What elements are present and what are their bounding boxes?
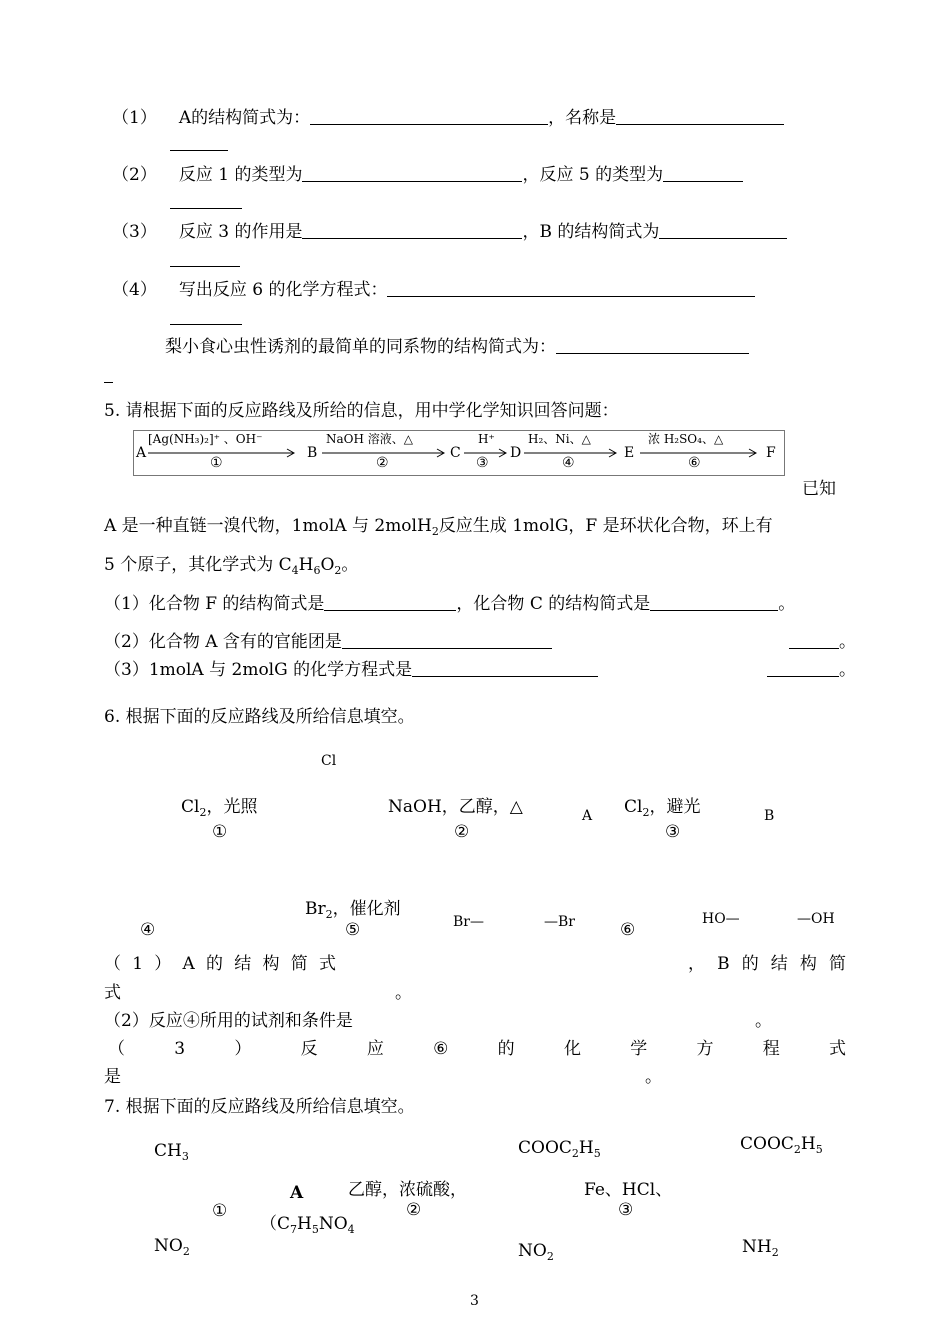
char: 方	[696, 1039, 714, 1059]
answer-blank[interactable]	[302, 222, 522, 239]
answer-blank[interactable]	[412, 660, 598, 677]
answer-blank[interactable]	[663, 165, 743, 182]
answer-blank[interactable]	[324, 594, 456, 611]
char: （	[104, 954, 121, 974]
br-right: —Br	[544, 914, 575, 930]
q5-text2: 5 个原子，其化学式为 C	[104, 555, 292, 575]
period: 。	[839, 632, 856, 652]
q4-p2-text-b: ，反应 5 的类型为	[522, 165, 664, 185]
q6-line3	[108, 1039, 846, 1059]
sub: 2	[182, 1245, 190, 1258]
q4-p4-text: 写出反应 6 的化学方程式：	[178, 280, 388, 300]
page-number: 3	[470, 1293, 479, 1309]
q4-p1-text-b: ，名称是	[548, 108, 617, 128]
char: 构	[799, 954, 817, 974]
group-cooc2h5: COOC	[518, 1138, 572, 1158]
sub: 3	[181, 1150, 189, 1163]
compound-F: F	[766, 445, 776, 461]
answer-blank[interactable]	[170, 324, 242, 325]
compound-A: A	[582, 808, 593, 824]
sub: 2	[325, 908, 333, 921]
sub: 5	[311, 1223, 319, 1236]
char: 结	[234, 954, 252, 974]
answer-blank[interactable]	[170, 266, 240, 267]
group-nh2: NH	[742, 1237, 772, 1257]
q4-p3-text-b: ，B 的结构简式为	[522, 222, 660, 242]
step-3: ③	[618, 1200, 634, 1220]
char: 应	[366, 1039, 384, 1059]
formula-part: H	[800, 1134, 816, 1154]
br-left: Br—	[453, 914, 484, 930]
answer-blank[interactable]	[616, 108, 784, 125]
ho-left: HO—	[702, 911, 740, 927]
step-5: ⑤	[345, 920, 361, 940]
formula-part: H	[297, 1214, 312, 1234]
compound-A: A	[136, 445, 147, 461]
reagent-2: 乙醇，浓硫酸，	[348, 1180, 467, 1200]
step-1: ①	[212, 822, 228, 842]
step-1: ①	[210, 455, 223, 471]
compound-B: B	[307, 445, 318, 461]
q5-text1: A 是一种直链一溴代物，1molA 与 2molH	[104, 516, 432, 536]
char: （	[108, 1039, 125, 1059]
q6-line1b	[688, 954, 846, 974]
sub: 2	[334, 564, 342, 577]
step-5: ⑥	[688, 455, 701, 471]
group-no2: NO	[154, 1236, 183, 1256]
step-3: ③	[665, 822, 681, 842]
char: ）	[154, 954, 172, 974]
char: B	[717, 954, 730, 974]
compound-A: A	[290, 1183, 304, 1203]
group-ch3: CH	[154, 1141, 182, 1161]
reagent-cl: Cl	[624, 797, 643, 817]
q4-p2-num: （2）	[112, 165, 157, 185]
sub: 2	[771, 1246, 779, 1259]
period: 。	[778, 594, 796, 614]
char: 的	[206, 954, 224, 974]
sub: 6	[313, 564, 321, 577]
step-2: ②	[454, 822, 470, 842]
compound-B: B	[764, 808, 775, 824]
group-no2: NO	[518, 1241, 547, 1261]
char: 式	[829, 1039, 846, 1059]
answer-blank[interactable]	[170, 208, 242, 209]
answer-blank[interactable]	[767, 660, 839, 677]
step-2: ②	[406, 1200, 422, 1220]
compound-E: E	[624, 445, 635, 461]
answer-blank[interactable]	[170, 150, 228, 151]
q5-s1b: ，化合物 C 的结构简式是	[456, 594, 651, 614]
answer-blank[interactable]	[650, 594, 778, 611]
reagent-condition: ，催化剂	[332, 899, 401, 919]
answer-blank[interactable]	[789, 632, 839, 649]
sub: 2	[546, 1250, 554, 1263]
step-4: ④	[140, 920, 156, 940]
answer-blank[interactable]	[556, 337, 749, 354]
reagent-2: NaOH 溶液、△	[326, 432, 414, 446]
q5-reaction-scheme	[133, 430, 785, 476]
char: 程	[762, 1039, 780, 1059]
q6-line2: （2）反应④所用的试剂和条件是	[104, 1011, 353, 1031]
q4-p3-text: 反应 3 的作用是	[178, 222, 303, 242]
period: 。	[755, 1011, 772, 1031]
char: ⑥	[433, 1039, 449, 1059]
formula-part: NO	[318, 1214, 348, 1234]
sub: 4	[291, 564, 299, 577]
char: A	[182, 954, 195, 974]
reagent-5: 浓 H₂SO₄、△	[648, 432, 724, 446]
reagent-3: Fe、HCl、	[584, 1180, 673, 1200]
char: 式	[104, 983, 121, 1003]
answer-blank[interactable]	[104, 382, 113, 383]
q5-title: 5. 请根据下面的反应路线及所给的信息，用中学化学知识回答问题：	[104, 401, 619, 421]
period: 。	[645, 1067, 662, 1087]
char: 简	[828, 954, 846, 974]
compound-D: D	[510, 445, 522, 461]
q5-s2: （2）化合物 A 含有的官能团是	[104, 632, 342, 652]
sub: 2	[431, 525, 439, 538]
reagent-1: [Ag(NH₃)₂]⁺ 、OH⁻	[148, 432, 263, 446]
period: 。	[341, 555, 359, 575]
q4-p1-text: A的结构简式为：	[178, 108, 311, 128]
char: 化	[563, 1039, 581, 1059]
period: 。	[395, 983, 412, 1003]
q4-p3-num: （3）	[112, 222, 157, 242]
char: 3	[174, 1039, 186, 1059]
q5-s1a: （1）化合物 F 的结构简式是	[104, 594, 325, 614]
q6-line1	[104, 954, 336, 974]
char: 式	[318, 954, 336, 974]
sub: 2	[793, 1143, 801, 1156]
sub: 7	[290, 1223, 298, 1236]
oh-right: —OH	[797, 911, 835, 927]
sub: 5	[593, 1147, 601, 1160]
q4-p2-text: 反应 1 的类型为	[178, 165, 303, 185]
formula-part: （C	[260, 1214, 291, 1234]
reagent-br: Br	[305, 899, 326, 919]
char: ，	[688, 954, 705, 974]
step-4: ④	[562, 455, 575, 471]
char: 结	[770, 954, 788, 974]
char: 简	[290, 954, 308, 974]
answer-blank[interactable]	[310, 108, 548, 125]
period: 。	[839, 660, 856, 680]
char: 构	[262, 954, 280, 974]
sub: 2	[199, 806, 207, 819]
q4-p1-num: （1）	[112, 108, 157, 128]
step-2: ②	[376, 455, 389, 471]
char: 的	[741, 954, 759, 974]
reagent-condition: ，避光	[649, 797, 701, 817]
formula-part: H	[578, 1138, 594, 1158]
sub: 5	[815, 1143, 823, 1156]
answer-blank[interactable]	[387, 280, 755, 297]
answer-blank[interactable]	[302, 165, 522, 182]
reagent-condition: ，光照	[206, 797, 258, 817]
formula-part: H	[298, 555, 314, 575]
q4-p4-num: （4）	[112, 280, 157, 300]
reagent-4: H₂、Ni、△	[528, 432, 591, 446]
q5-s3: （3）1molA 与 2molG 的化学方程式是	[104, 660, 413, 680]
step-1: ①	[212, 1201, 228, 1221]
answer-blank[interactable]	[659, 222, 787, 239]
reagent-cl: Cl	[181, 797, 200, 817]
formula-part: O	[320, 555, 335, 575]
cl-label: Cl	[321, 753, 337, 769]
q5-known: 已知	[802, 479, 836, 499]
sub: 2	[571, 1147, 579, 1160]
step-6: ⑥	[620, 920, 636, 940]
step-3: ③	[476, 455, 489, 471]
reagent-2: NaOH，乙醇，△	[388, 797, 523, 817]
q5-text1b: 反应生成 1molG，F 是环状化合物，环上有	[438, 516, 773, 536]
char: ）	[234, 1039, 252, 1059]
char: 的	[497, 1039, 515, 1059]
answer-blank[interactable]	[342, 632, 552, 649]
char: 是	[104, 1067, 121, 1087]
char: 1	[132, 954, 144, 974]
q4-p5-text: 梨小食心虫性诱剂的最简单的同系物的结构简式为：	[165, 337, 556, 357]
sub: 2	[642, 806, 650, 819]
sub: 4	[347, 1223, 355, 1236]
char: 学	[630, 1039, 648, 1059]
reagent-3: H⁺	[478, 432, 495, 446]
q6-title: 6. 根据下面的反应路线及所给信息填空。	[104, 707, 415, 727]
group-cooc2h5: COOC	[740, 1134, 794, 1154]
compound-C: C	[450, 445, 461, 461]
char: 反	[300, 1039, 318, 1059]
q7-title: 7. 根据下面的反应路线及所给信息填空。	[104, 1097, 415, 1117]
